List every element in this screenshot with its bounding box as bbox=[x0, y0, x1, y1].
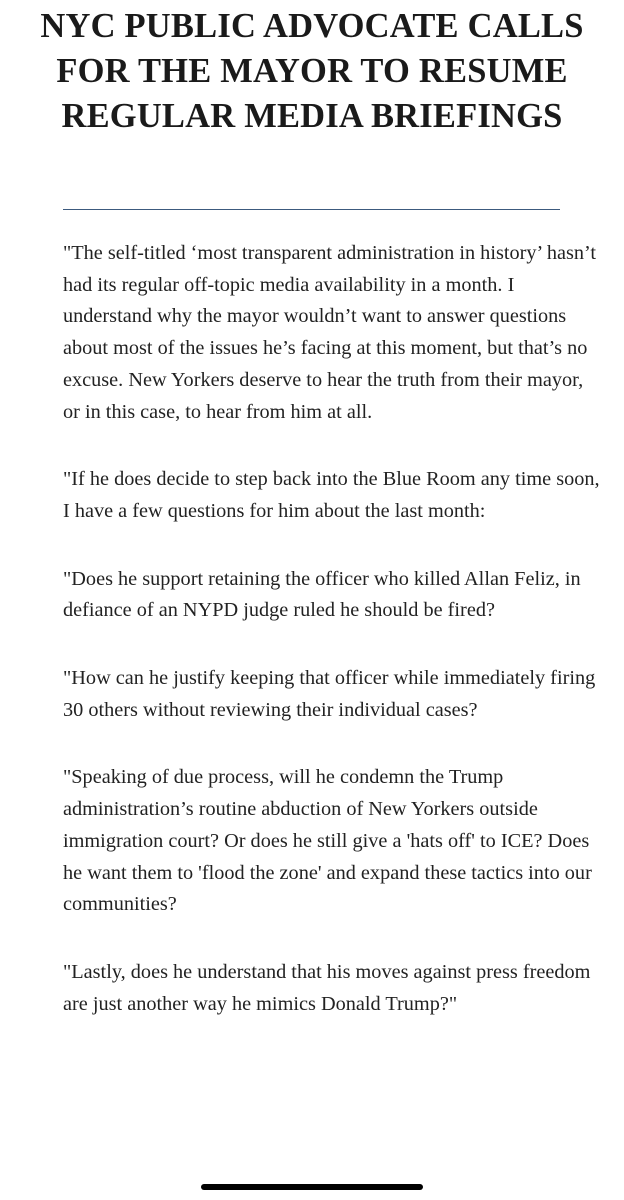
paragraph-question-feliz: "Does he support retaining the officer who killed Allan Feliz, in defiance of an NYPD judge ruled he should be fired? bbox=[63, 567, 581, 622]
headline: NYC PUBLIC ADVOCATE CALLS FOR THE MAYOR TO RESUME REGULAR MEDIA BRIEFINGS bbox=[40, 7, 584, 135]
paragraph-question-due-process: "Speaking of due process, will he condemn the Trump administration’s routine abduction of New Yorkers outside immigration court? Or does he still give a 'hats off' to ICE? Does he want them to 'flood the zone' and expand these tactics into our communities? bbox=[63, 766, 592, 916]
paragraph-blue-room: "If he does decide to step back into the Blue Room any time soon, I have a few questions for him about the last month: bbox=[63, 468, 600, 522]
paragraph-intro: "The self-titled ‘most transparent administration in history’ hasn’t had its regular off-topic media availability in a month. I understand why the mayor wouldn’t want to answer questions about most of the issues he’s facing at this moment, but that’s no excuse. New Yorkers deserve to hear the truth from their mayor, or in this case, to hear from him at all. bbox=[63, 242, 597, 423]
paragraph-question-press-freedom: "Lastly, does he understand that his moves against press freedom are just another way he mimics Donald Trump?" bbox=[63, 960, 591, 1015]
headline-divider bbox=[63, 209, 560, 210]
paragraph-question-firing: "How can he justify keeping that officer while immediately firing 30 others without reviewing their individual cases? bbox=[63, 667, 596, 721]
home-indicator[interactable] bbox=[201, 1184, 423, 1190]
article-body bbox=[63, 238, 603, 1056]
